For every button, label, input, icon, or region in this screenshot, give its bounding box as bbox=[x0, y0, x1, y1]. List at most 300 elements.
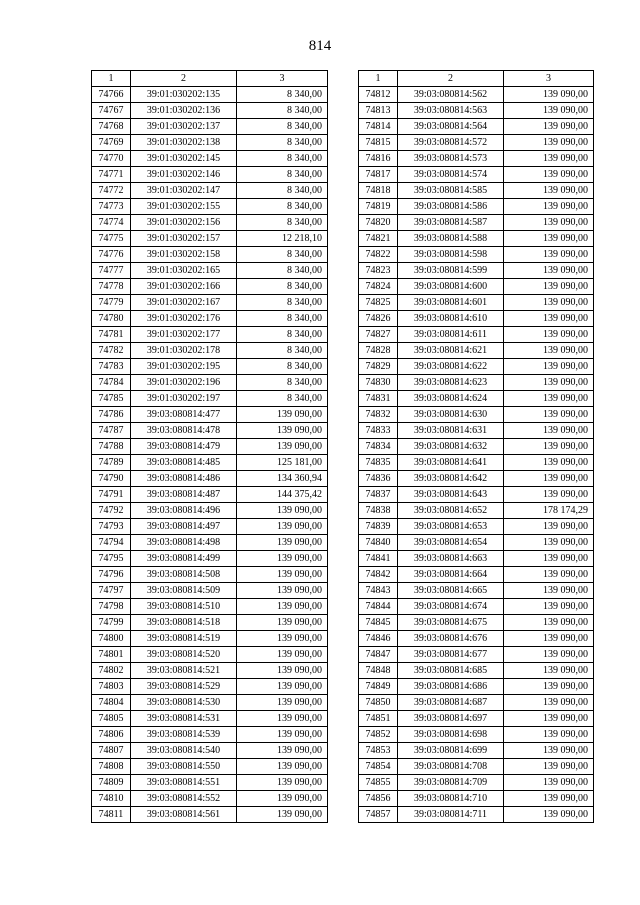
table-row bbox=[92, 231, 328, 247]
header-row bbox=[92, 71, 328, 87]
cadastral-number: 39:03:080814:631 bbox=[398, 423, 504, 439]
table-row bbox=[92, 599, 328, 615]
row-number: 74832 bbox=[359, 407, 398, 423]
cadastral-number: 39:01:030202:166 bbox=[131, 279, 237, 295]
cadastral-number: 39:03:080814:586 bbox=[398, 199, 504, 215]
table-row bbox=[92, 663, 328, 679]
row-number: 74825 bbox=[359, 295, 398, 311]
cadastral-number: 39:01:030202:167 bbox=[131, 295, 237, 311]
cadastral-number: 39:03:080814:508 bbox=[131, 567, 237, 583]
value-cell: 139 090,00 bbox=[504, 167, 594, 183]
cadastral-number: 39:03:080814:623 bbox=[398, 375, 504, 391]
cadastral-number: 39:03:080814:574 bbox=[398, 167, 504, 183]
row-number: 74791 bbox=[92, 487, 131, 503]
table-row bbox=[359, 375, 594, 391]
value-cell: 139 090,00 bbox=[237, 583, 328, 599]
row-number: 74802 bbox=[92, 663, 131, 679]
row-number: 74774 bbox=[92, 215, 131, 231]
row-number: 74814 bbox=[359, 119, 398, 135]
value-cell: 139 090,00 bbox=[504, 455, 594, 471]
cadastral-number: 39:03:080814:530 bbox=[131, 695, 237, 711]
row-number: 74788 bbox=[92, 439, 131, 455]
value-cell: 139 090,00 bbox=[504, 263, 594, 279]
value-cell: 139 090,00 bbox=[504, 711, 594, 727]
cadastral-number: 39:03:080814:573 bbox=[398, 151, 504, 167]
row-number: 74848 bbox=[359, 663, 398, 679]
row-number: 74779 bbox=[92, 295, 131, 311]
table-row bbox=[359, 311, 594, 327]
table-row bbox=[359, 631, 594, 647]
table-row bbox=[92, 391, 328, 407]
value-cell: 8 340,00 bbox=[237, 359, 328, 375]
value-cell: 8 340,00 bbox=[237, 263, 328, 279]
row-number: 74798 bbox=[92, 599, 131, 615]
table-row bbox=[359, 343, 594, 359]
value-cell: 139 090,00 bbox=[504, 87, 594, 103]
row-number: 74778 bbox=[92, 279, 131, 295]
value-cell: 139 090,00 bbox=[504, 439, 594, 455]
cadastral-number: 39:03:080814:509 bbox=[131, 583, 237, 599]
row-number: 74768 bbox=[92, 119, 131, 135]
table-row bbox=[92, 199, 328, 215]
cadastral-number: 39:01:030202:135 bbox=[131, 87, 237, 103]
value-cell: 139 090,00 bbox=[504, 679, 594, 695]
cadastral-number: 39:03:080814:697 bbox=[398, 711, 504, 727]
cadastral-number: 39:03:080814:642 bbox=[398, 471, 504, 487]
value-cell: 139 090,00 bbox=[504, 327, 594, 343]
cadastral-number: 39:01:030202:156 bbox=[131, 215, 237, 231]
table-row bbox=[359, 231, 594, 247]
row-number: 74792 bbox=[92, 503, 131, 519]
cadastral-number: 39:01:030202:147 bbox=[131, 183, 237, 199]
column-header-1: 1 bbox=[92, 71, 131, 87]
row-number: 74856 bbox=[359, 791, 398, 807]
value-cell: 8 340,00 bbox=[237, 135, 328, 151]
row-number: 74853 bbox=[359, 743, 398, 759]
row-number: 74776 bbox=[92, 247, 131, 263]
value-cell: 139 090,00 bbox=[237, 759, 328, 775]
value-cell: 139 090,00 bbox=[504, 599, 594, 615]
table-row bbox=[92, 759, 328, 775]
cadastral-number: 39:01:030202:138 bbox=[131, 135, 237, 151]
table-row bbox=[92, 407, 328, 423]
value-cell: 139 090,00 bbox=[504, 359, 594, 375]
table-row bbox=[359, 119, 594, 135]
row-number: 74822 bbox=[359, 247, 398, 263]
table-row bbox=[92, 455, 328, 471]
table-row bbox=[359, 743, 594, 759]
cadastral-number: 39:01:030202:146 bbox=[131, 167, 237, 183]
row-number: 74827 bbox=[359, 327, 398, 343]
table-row bbox=[359, 199, 594, 215]
value-cell: 139 090,00 bbox=[237, 791, 328, 807]
cadastral-number: 39:03:080814:643 bbox=[398, 487, 504, 503]
cadastral-number: 39:03:080814:540 bbox=[131, 743, 237, 759]
value-cell: 139 090,00 bbox=[504, 695, 594, 711]
cadastral-number: 39:03:080814:685 bbox=[398, 663, 504, 679]
value-cell: 8 340,00 bbox=[237, 295, 328, 311]
cadastral-number: 39:03:080814:521 bbox=[131, 663, 237, 679]
cadastral-number: 39:03:080814:564 bbox=[398, 119, 504, 135]
value-cell: 139 090,00 bbox=[237, 535, 328, 551]
value-cell: 139 090,00 bbox=[504, 279, 594, 295]
table-row bbox=[359, 663, 594, 679]
cadastral-number: 39:03:080814:477 bbox=[131, 407, 237, 423]
row-number: 74787 bbox=[92, 423, 131, 439]
value-cell: 139 090,00 bbox=[504, 807, 594, 823]
row-number: 74786 bbox=[92, 407, 131, 423]
row-number: 74836 bbox=[359, 471, 398, 487]
table-row bbox=[92, 679, 328, 695]
value-cell: 139 090,00 bbox=[237, 711, 328, 727]
value-cell: 8 340,00 bbox=[237, 279, 328, 295]
value-cell: 178 174,29 bbox=[504, 503, 594, 519]
cadastral-number: 39:03:080814:624 bbox=[398, 391, 504, 407]
cadastral-number: 39:03:080814:487 bbox=[131, 487, 237, 503]
value-cell: 139 090,00 bbox=[237, 407, 328, 423]
table-row bbox=[359, 759, 594, 775]
value-cell: 139 090,00 bbox=[237, 807, 328, 823]
table-row bbox=[92, 135, 328, 151]
cadastral-number: 39:03:080814:598 bbox=[398, 247, 504, 263]
row-number: 74829 bbox=[359, 359, 398, 375]
row-number: 74850 bbox=[359, 695, 398, 711]
cadastral-number: 39:01:030202:157 bbox=[131, 231, 237, 247]
row-number: 74797 bbox=[92, 583, 131, 599]
right-table bbox=[358, 70, 594, 823]
cadastral-number: 39:03:080814:654 bbox=[398, 535, 504, 551]
table-row bbox=[359, 87, 594, 103]
cadastral-number: 39:03:080814:632 bbox=[398, 439, 504, 455]
page-number: 814 bbox=[308, 38, 332, 54]
row-number: 74777 bbox=[92, 263, 131, 279]
table-row bbox=[359, 727, 594, 743]
cadastral-number: 39:01:030202:178 bbox=[131, 343, 237, 359]
value-cell: 139 090,00 bbox=[504, 135, 594, 151]
row-number: 74851 bbox=[359, 711, 398, 727]
row-number: 74780 bbox=[92, 311, 131, 327]
cadastral-number: 39:03:080814:621 bbox=[398, 343, 504, 359]
row-number: 74770 bbox=[92, 151, 131, 167]
table-row bbox=[92, 711, 328, 727]
row-number: 74854 bbox=[359, 759, 398, 775]
row-number: 74818 bbox=[359, 183, 398, 199]
cadastral-number: 39:01:030202:177 bbox=[131, 327, 237, 343]
row-number: 74782 bbox=[92, 343, 131, 359]
row-number: 74845 bbox=[359, 615, 398, 631]
value-cell: 139 090,00 bbox=[504, 103, 594, 119]
value-cell: 139 090,00 bbox=[504, 743, 594, 759]
value-cell: 139 090,00 bbox=[237, 695, 328, 711]
cadastral-number: 39:03:080814:709 bbox=[398, 775, 504, 791]
value-cell: 139 090,00 bbox=[504, 551, 594, 567]
cadastral-number: 39:03:080814:485 bbox=[131, 455, 237, 471]
value-cell: 139 090,00 bbox=[237, 519, 328, 535]
value-cell: 139 090,00 bbox=[237, 551, 328, 567]
value-cell: 8 340,00 bbox=[237, 215, 328, 231]
cadastral-number: 39:03:080814:687 bbox=[398, 695, 504, 711]
cadastral-number: 39:01:030202:158 bbox=[131, 247, 237, 263]
table-row bbox=[92, 423, 328, 439]
cadastral-number: 39:03:080814:529 bbox=[131, 679, 237, 695]
table-row bbox=[359, 183, 594, 199]
row-number: 74842 bbox=[359, 567, 398, 583]
row-number: 74806 bbox=[92, 727, 131, 743]
table-row bbox=[92, 775, 328, 791]
row-number: 74813 bbox=[359, 103, 398, 119]
value-cell: 139 090,00 bbox=[504, 583, 594, 599]
row-number: 74840 bbox=[359, 535, 398, 551]
cadastral-number: 39:03:080814:587 bbox=[398, 215, 504, 231]
table-row bbox=[92, 247, 328, 263]
value-cell: 8 340,00 bbox=[237, 103, 328, 119]
row-number: 74790 bbox=[92, 471, 131, 487]
value-cell: 8 340,00 bbox=[237, 391, 328, 407]
row-number: 74816 bbox=[359, 151, 398, 167]
value-cell: 8 340,00 bbox=[237, 247, 328, 263]
value-cell: 139 090,00 bbox=[504, 631, 594, 647]
row-number: 74809 bbox=[92, 775, 131, 791]
value-cell: 139 090,00 bbox=[237, 663, 328, 679]
row-number: 74771 bbox=[92, 167, 131, 183]
cadastral-number: 39:03:080814:561 bbox=[131, 807, 237, 823]
table-row bbox=[92, 279, 328, 295]
table-row bbox=[92, 471, 328, 487]
row-number: 74855 bbox=[359, 775, 398, 791]
table-row bbox=[92, 311, 328, 327]
cadastral-number: 39:01:030202:195 bbox=[131, 359, 237, 375]
value-cell: 8 340,00 bbox=[237, 119, 328, 135]
row-number: 74849 bbox=[359, 679, 398, 695]
table-row bbox=[92, 215, 328, 231]
table-row bbox=[92, 167, 328, 183]
cadastral-number: 39:03:080814:711 bbox=[398, 807, 504, 823]
cadastral-number: 39:03:080814:520 bbox=[131, 647, 237, 663]
value-cell: 139 090,00 bbox=[504, 391, 594, 407]
row-number: 74834 bbox=[359, 439, 398, 455]
cadastral-number: 39:01:030202:137 bbox=[131, 119, 237, 135]
cadastral-number: 39:03:080814:518 bbox=[131, 615, 237, 631]
table-row bbox=[359, 487, 594, 503]
table-row bbox=[359, 567, 594, 583]
value-cell: 139 090,00 bbox=[504, 471, 594, 487]
value-cell: 8 340,00 bbox=[237, 375, 328, 391]
table-row bbox=[359, 535, 594, 551]
table-row bbox=[92, 103, 328, 119]
cadastral-number: 39:01:030202:197 bbox=[131, 391, 237, 407]
cadastral-number: 39:03:080814:498 bbox=[131, 535, 237, 551]
table-row bbox=[92, 87, 328, 103]
table-row bbox=[92, 343, 328, 359]
cadastral-number: 39:03:080814:478 bbox=[131, 423, 237, 439]
left-table-body bbox=[92, 87, 328, 823]
row-number: 74800 bbox=[92, 631, 131, 647]
cadastral-number: 39:03:080814:710 bbox=[398, 791, 504, 807]
cadastral-number: 39:03:080814:599 bbox=[398, 263, 504, 279]
right-table-body bbox=[359, 87, 594, 823]
row-number: 74794 bbox=[92, 535, 131, 551]
row-number: 74795 bbox=[92, 551, 131, 567]
table-row bbox=[359, 439, 594, 455]
table-row bbox=[359, 647, 594, 663]
table-row bbox=[92, 695, 328, 711]
table-row bbox=[359, 407, 594, 423]
row-number: 74844 bbox=[359, 599, 398, 615]
cadastral-number: 39:03:080814:611 bbox=[398, 327, 504, 343]
cadastral-number: 39:03:080814:572 bbox=[398, 135, 504, 151]
table-row bbox=[92, 615, 328, 631]
cadastral-number: 39:03:080814:601 bbox=[398, 295, 504, 311]
table-row bbox=[359, 775, 594, 791]
table-row bbox=[359, 135, 594, 151]
value-cell: 139 090,00 bbox=[504, 247, 594, 263]
cadastral-number: 39:01:030202:165 bbox=[131, 263, 237, 279]
table-row bbox=[359, 279, 594, 295]
header-row bbox=[359, 71, 594, 87]
table-row bbox=[92, 727, 328, 743]
value-cell: 139 090,00 bbox=[504, 119, 594, 135]
cadastral-number: 39:03:080814:652 bbox=[398, 503, 504, 519]
table-row bbox=[359, 615, 594, 631]
table-row bbox=[359, 263, 594, 279]
table-row bbox=[92, 551, 328, 567]
row-number: 74830 bbox=[359, 375, 398, 391]
cadastral-number: 39:03:080814:675 bbox=[398, 615, 504, 631]
table-row bbox=[92, 807, 328, 823]
cadastral-number: 39:03:080814:551 bbox=[131, 775, 237, 791]
cadastral-number: 39:03:080814:676 bbox=[398, 631, 504, 647]
value-cell: 139 090,00 bbox=[504, 151, 594, 167]
cadastral-number: 39:03:080814:665 bbox=[398, 583, 504, 599]
value-cell: 139 090,00 bbox=[237, 423, 328, 439]
cadastral-number: 39:03:080814:519 bbox=[131, 631, 237, 647]
table-row bbox=[92, 295, 328, 311]
cadastral-number: 39:03:080814:641 bbox=[398, 455, 504, 471]
cadastral-number: 39:03:080814:653 bbox=[398, 519, 504, 535]
value-cell: 139 090,00 bbox=[504, 407, 594, 423]
cadastral-number: 39:03:080814:686 bbox=[398, 679, 504, 695]
table-row bbox=[359, 791, 594, 807]
value-cell: 139 090,00 bbox=[504, 183, 594, 199]
value-cell: 139 090,00 bbox=[237, 743, 328, 759]
value-cell: 139 090,00 bbox=[504, 487, 594, 503]
cadastral-number: 39:03:080814:496 bbox=[131, 503, 237, 519]
row-number: 74839 bbox=[359, 519, 398, 535]
value-cell: 139 090,00 bbox=[237, 503, 328, 519]
value-cell: 139 090,00 bbox=[504, 519, 594, 535]
cadastral-number: 39:03:080814:663 bbox=[398, 551, 504, 567]
value-cell: 8 340,00 bbox=[237, 87, 328, 103]
cadastral-number: 39:03:080814:499 bbox=[131, 551, 237, 567]
table-row bbox=[359, 807, 594, 823]
table-row bbox=[359, 551, 594, 567]
value-cell: 139 090,00 bbox=[504, 343, 594, 359]
row-number: 74801 bbox=[92, 647, 131, 663]
cadastral-number: 39:03:080814:479 bbox=[131, 439, 237, 455]
table-row bbox=[359, 471, 594, 487]
row-number: 74831 bbox=[359, 391, 398, 407]
value-cell: 139 090,00 bbox=[504, 615, 594, 631]
cadastral-number: 39:03:080814:563 bbox=[398, 103, 504, 119]
row-number: 74812 bbox=[359, 87, 398, 103]
cadastral-number: 39:03:080814:630 bbox=[398, 407, 504, 423]
value-cell: 139 090,00 bbox=[504, 423, 594, 439]
value-cell: 139 090,00 bbox=[237, 439, 328, 455]
row-number: 74781 bbox=[92, 327, 131, 343]
table-row bbox=[359, 215, 594, 231]
row-number: 74817 bbox=[359, 167, 398, 183]
row-number: 74847 bbox=[359, 647, 398, 663]
row-number: 74811 bbox=[92, 807, 131, 823]
row-number: 74820 bbox=[359, 215, 398, 231]
value-cell: 139 090,00 bbox=[237, 599, 328, 615]
table-row bbox=[92, 743, 328, 759]
row-number: 74766 bbox=[92, 87, 131, 103]
value-cell: 139 090,00 bbox=[504, 775, 594, 791]
cadastral-number: 39:03:080814:539 bbox=[131, 727, 237, 743]
row-number: 74821 bbox=[359, 231, 398, 247]
cadastral-number: 39:03:080814:550 bbox=[131, 759, 237, 775]
value-cell: 139 090,00 bbox=[504, 375, 594, 391]
value-cell: 8 340,00 bbox=[237, 199, 328, 215]
table-row bbox=[92, 375, 328, 391]
row-number: 74775 bbox=[92, 231, 131, 247]
table-row bbox=[359, 295, 594, 311]
cadastral-number: 39:01:030202:155 bbox=[131, 199, 237, 215]
table-row bbox=[359, 327, 594, 343]
value-cell: 139 090,00 bbox=[237, 567, 328, 583]
value-cell: 8 340,00 bbox=[237, 167, 328, 183]
row-number: 74828 bbox=[359, 343, 398, 359]
column-header-2: 2 bbox=[131, 71, 237, 87]
cadastral-number: 39:03:080814:664 bbox=[398, 567, 504, 583]
table-row bbox=[92, 503, 328, 519]
row-number: 74815 bbox=[359, 135, 398, 151]
table-row bbox=[92, 119, 328, 135]
value-cell: 139 090,00 bbox=[237, 647, 328, 663]
cadastral-number: 39:03:080814:531 bbox=[131, 711, 237, 727]
table-row bbox=[92, 359, 328, 375]
row-number: 74835 bbox=[359, 455, 398, 471]
column-header-2: 2 bbox=[398, 71, 504, 87]
table-row bbox=[359, 695, 594, 711]
row-number: 74793 bbox=[92, 519, 131, 535]
value-cell: 139 090,00 bbox=[237, 615, 328, 631]
cadastral-number: 39:03:080814:552 bbox=[131, 791, 237, 807]
row-number: 74857 bbox=[359, 807, 398, 823]
table-row bbox=[359, 455, 594, 471]
table-row bbox=[359, 679, 594, 695]
value-cell: 139 090,00 bbox=[504, 215, 594, 231]
row-number: 74789 bbox=[92, 455, 131, 471]
cadastral-number: 39:01:030202:196 bbox=[131, 375, 237, 391]
table-row bbox=[359, 391, 594, 407]
row-number: 74833 bbox=[359, 423, 398, 439]
table-row bbox=[359, 423, 594, 439]
value-cell: 8 340,00 bbox=[237, 151, 328, 167]
table-row bbox=[92, 519, 328, 535]
cadastral-number: 39:03:080814:600 bbox=[398, 279, 504, 295]
table-row bbox=[92, 791, 328, 807]
cadastral-number: 39:03:080814:585 bbox=[398, 183, 504, 199]
row-number: 74805 bbox=[92, 711, 131, 727]
row-number: 74808 bbox=[92, 759, 131, 775]
table-row bbox=[92, 183, 328, 199]
table-row bbox=[92, 535, 328, 551]
table-row bbox=[359, 103, 594, 119]
row-number: 74796 bbox=[92, 567, 131, 583]
value-cell: 8 340,00 bbox=[237, 183, 328, 199]
